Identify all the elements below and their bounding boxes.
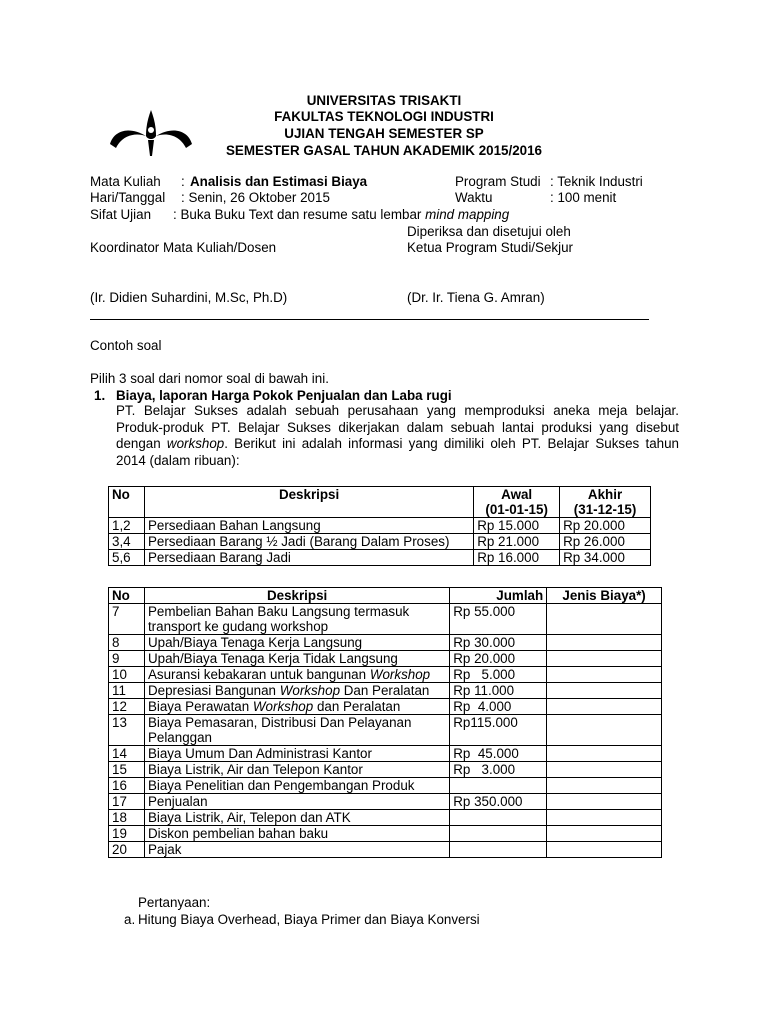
hari-tanggal-value: : Senin, 26 Oktober 2015 [181, 190, 330, 205]
table-row: 10 Asuransi kebakaran untuk bangunan Workshop Rp 5.000 [109, 667, 662, 683]
sifat-ujian-value: : Buka Buku Text dan resume satu lembar mind mapping [173, 207, 510, 222]
waktu-label: Waktu [455, 190, 493, 205]
table-row: 15 Biaya Listrik, Air dan Telepon Kantor Rp 3.000 [109, 762, 662, 778]
sifat-ujian-label: Sifat Ujian [90, 207, 152, 222]
col-deskripsi: Deskripsi [144, 487, 473, 518]
col-jumlah: Jumlah [450, 588, 547, 604]
inventory-table [108, 486, 651, 566]
contoh-soal: Contoh soal [90, 338, 162, 353]
table-row: 13 Biaya Pemasaran, Distribusi Dan Pelayanan Pelanggan Rp115.000 [109, 715, 662, 746]
cost-table [108, 587, 662, 858]
table-row: 12 Biaya Perawatan Workshop dan Peralatan Rp 4.000 [109, 699, 662, 715]
table-row: 9 Upah/Biaya Tenaga Kerja Tidak Langsung Rp 20.000 [109, 651, 662, 667]
col-deskripsi: Deskripsi [144, 588, 449, 604]
ketua-name: (Dr. Ir. Tiena G. Amran) [407, 290, 545, 305]
header-faculty: FAKULTAS TEKNOLOGI INDUSTRI [274, 109, 494, 124]
col-no: No [109, 487, 145, 518]
mata-kuliah-sep: : [181, 174, 185, 189]
instruction-text: Pilih 3 soal dari nomor soal di bawah ini. [90, 371, 329, 386]
header-exam: UJIAN TENGAH SEMESTER SP [284, 126, 484, 141]
question-a-text: Hitung Biaya Overhead, Biaya Primer dan Biaya Konversi [138, 912, 480, 927]
table-row: 7 Pembelian Bahan Baku Langsung termasuk transport ke gudang workshop Rp 55.000 [109, 604, 662, 635]
program-studi-value: : Teknik Industri [550, 174, 643, 189]
table-row: 20 Pajak [109, 842, 662, 858]
table-header-row [109, 487, 651, 518]
program-studi-label: Program Studi [455, 174, 541, 189]
question-a-label: a. [124, 912, 136, 927]
col-awal: Awal (01-01-15) [474, 487, 560, 518]
question-1-number: 1. [94, 388, 106, 403]
table-row: 1,2 Persediaan Bahan Langsung Rp 15.000 Rp 20.000 [109, 518, 651, 534]
table-header-row [109, 588, 662, 604]
table-row: 19 Diskon pembelian bahan baku [109, 826, 662, 842]
header-university: UNIVERSITAS TRISAKTI [306, 93, 462, 108]
divider-line [90, 319, 649, 320]
waktu-value: : 100 menit [550, 190, 617, 205]
mata-kuliah-label: Mata Kuliah [90, 174, 161, 189]
table-row: 17 Penjualan Rp 350.000 [109, 794, 662, 810]
table-row: 18 Biaya Listrik, Air, Telepon dan ATK [109, 810, 662, 826]
question-1-paragraph: PT. Belajar Sukses adalah sebuah perusahaan yang memproduksi aneka meja belajar. Produk-produk PT. Belajar Sukses dikerjakan dalam sebuah lantai produksi yang disebut dengan workshop. Berikut ini adalah informasi yang dimiliki oleh PT. Belajar Sukses tahun 2014 (dalam ribuan): [116, 403, 679, 468]
ketua-text: Ketua Program Studi/Sekjur [407, 240, 573, 255]
col-akhir: Akhir (31-12-15) [560, 487, 651, 518]
question-1-title: Biaya, laporan Harga Pokok Penjualan dan Laba rugi [116, 388, 452, 403]
table-row: 8 Upah/Biaya Tenaga Kerja Langsung Rp 30.000 [109, 635, 662, 651]
col-jenis-biaya: Jenis Biaya*) [547, 588, 662, 604]
table-row: 16 Biaya Penelitian dan Pengembangan Produk [109, 778, 662, 794]
table-row: 5,6 Persediaan Barang Jadi Rp 16.000 Rp 34.000 [109, 550, 651, 566]
col-no: No [109, 588, 145, 604]
koordinator-text: Koordinator Mata Kuliah/Dosen [90, 240, 277, 255]
table-row: 14 Biaya Umum Dan Administrasi Kantor Rp 45.000 [109, 746, 662, 762]
header-semester: SEMESTER GASAL TAHUN AKADEMIK 2015/2016 [226, 143, 542, 158]
table-row: 11 Depresiasi Bangunan Workshop Dan Peralatan Rp 11.000 [109, 683, 662, 699]
dosen-name: (Ir. Didien Suhardini, M.Sc, Ph.D) [90, 290, 288, 305]
diperiksa-text: Diperiksa dan disetujui oleh [407, 224, 571, 239]
mata-kuliah-value: Analisis dan Estimasi Biaya [190, 174, 368, 189]
table-row: 3,4 Persediaan Barang ½ Jadi (Barang Dalam Proses) Rp 21.000 Rp 26.000 [109, 534, 651, 550]
pertanyaan-label: Pertanyaan: [138, 895, 211, 910]
hari-tanggal-label: Hari/Tanggal [90, 190, 166, 205]
